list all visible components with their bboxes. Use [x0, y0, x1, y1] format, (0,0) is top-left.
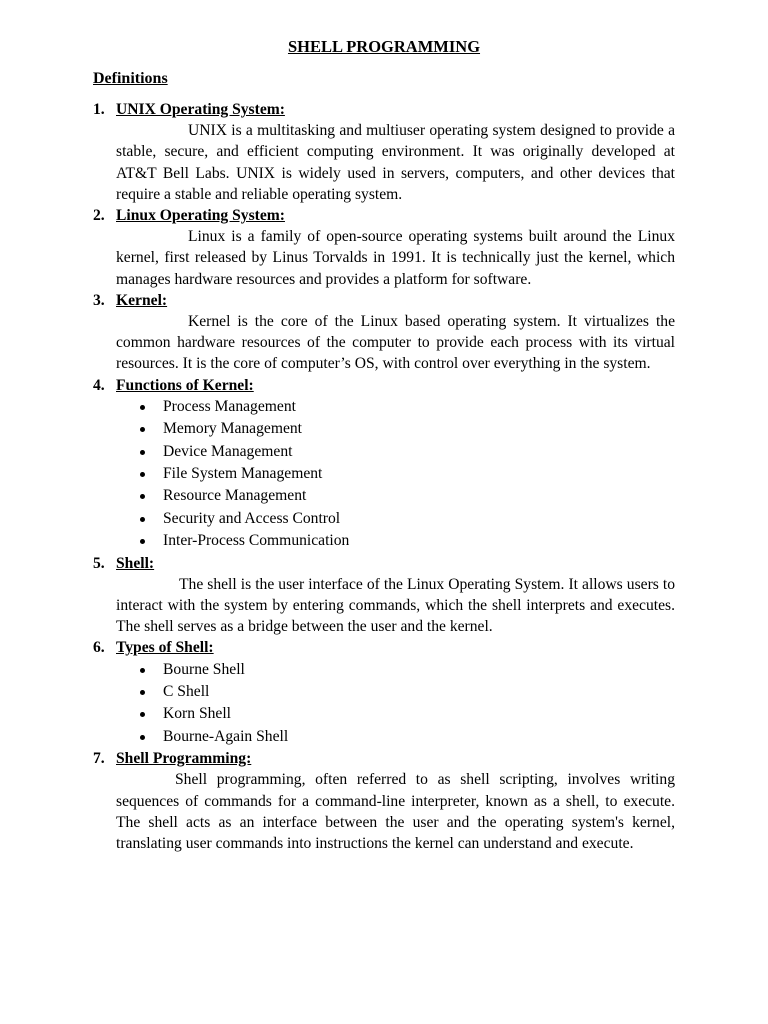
section-text: UNIX is a multitasking and multiuser operating system designed to provide a stable, secure, and efficient computing environment. It was originally developed at AT&T Bell Labs. UNIX is widely used in servers, computers, and other devices that require a stable and reliable operating system.: [116, 122, 675, 203]
definition-unix: [93, 99, 675, 205]
list-item: Bourne Shell: [140, 659, 675, 681]
shell-types-list: [116, 659, 675, 749]
section-text: Kernel is the core of the Linux based operating system. It virtualizes the common hardware resources of the computer to provide each process with its virtual resources. It is the core of computer’s OS, with control over everything in the system.: [116, 313, 675, 373]
definition-shell-types: [93, 637, 675, 748]
section-text: Shell programming, often referred to as shell scripting, involves writing sequences of commands for a command-line interpreter, known as a shell, to execute. The shell acts as an interface between the user and the operating system's kernel, translating user commands into instructions the kernel can understand and execute.: [116, 771, 675, 852]
list-item: Process Management: [140, 396, 675, 418]
section-heading: Shell:: [116, 554, 155, 572]
section-number: 1.: [93, 101, 105, 118]
section-heading: Kernel:: [116, 291, 168, 309]
section-heading: Functions of Kernel:: [116, 376, 254, 394]
section-heading: Linux Operating System:: [116, 207, 285, 225]
section-number: 7.: [93, 750, 105, 768]
section-text: The shell is the user interface of the Linux Operating System. It allows users to interact with the system by entering commands, which the shell interprets and executes. The shell serves as a bridge between the user and the kernel.: [116, 575, 675, 636]
list-item: Resource Management: [140, 485, 675, 507]
definitions-heading: Definitions: [93, 70, 168, 87]
list-item: Security and Access Control: [140, 508, 675, 530]
definition-kernel-functions: [93, 375, 675, 553]
list-item: Memory Management: [140, 418, 675, 440]
section-heading: Types of Shell:: [116, 639, 214, 657]
definition-shell: [93, 553, 675, 638]
definition-linux: [93, 205, 675, 290]
section-heading: Shell Programming:: [116, 750, 252, 768]
section-number: 3.: [93, 291, 105, 309]
page-title: SHELL PROGRAMMING: [287, 37, 481, 56]
definition-shell-programming: [93, 748, 675, 854]
list-item: Inter-Process Communication: [140, 530, 675, 552]
section-number: 6.: [93, 639, 105, 657]
kernel-functions-list: [116, 396, 675, 553]
list-item: Korn Shell: [140, 703, 675, 725]
section-heading: UNIX Operating System:: [116, 101, 285, 118]
section-text: Linux is a family of open-source operating systems built around the Linux kernel, first released by Linus Torvalds in 1991. It is technically just the kernel, which manages hardware resources and provides a platform for software.: [116, 228, 675, 288]
definition-kernel: [93, 290, 675, 375]
section-number: 5.: [93, 554, 105, 572]
section-number: 4.: [93, 376, 105, 394]
section-number: 2.: [93, 207, 105, 225]
list-item: Bourne-Again Shell: [140, 726, 675, 748]
list-item: Device Management: [140, 441, 675, 463]
definitions-content: [93, 99, 675, 854]
list-item: File System Management: [140, 463, 675, 485]
definitions-list: [93, 99, 675, 854]
list-item: C Shell: [140, 681, 675, 703]
